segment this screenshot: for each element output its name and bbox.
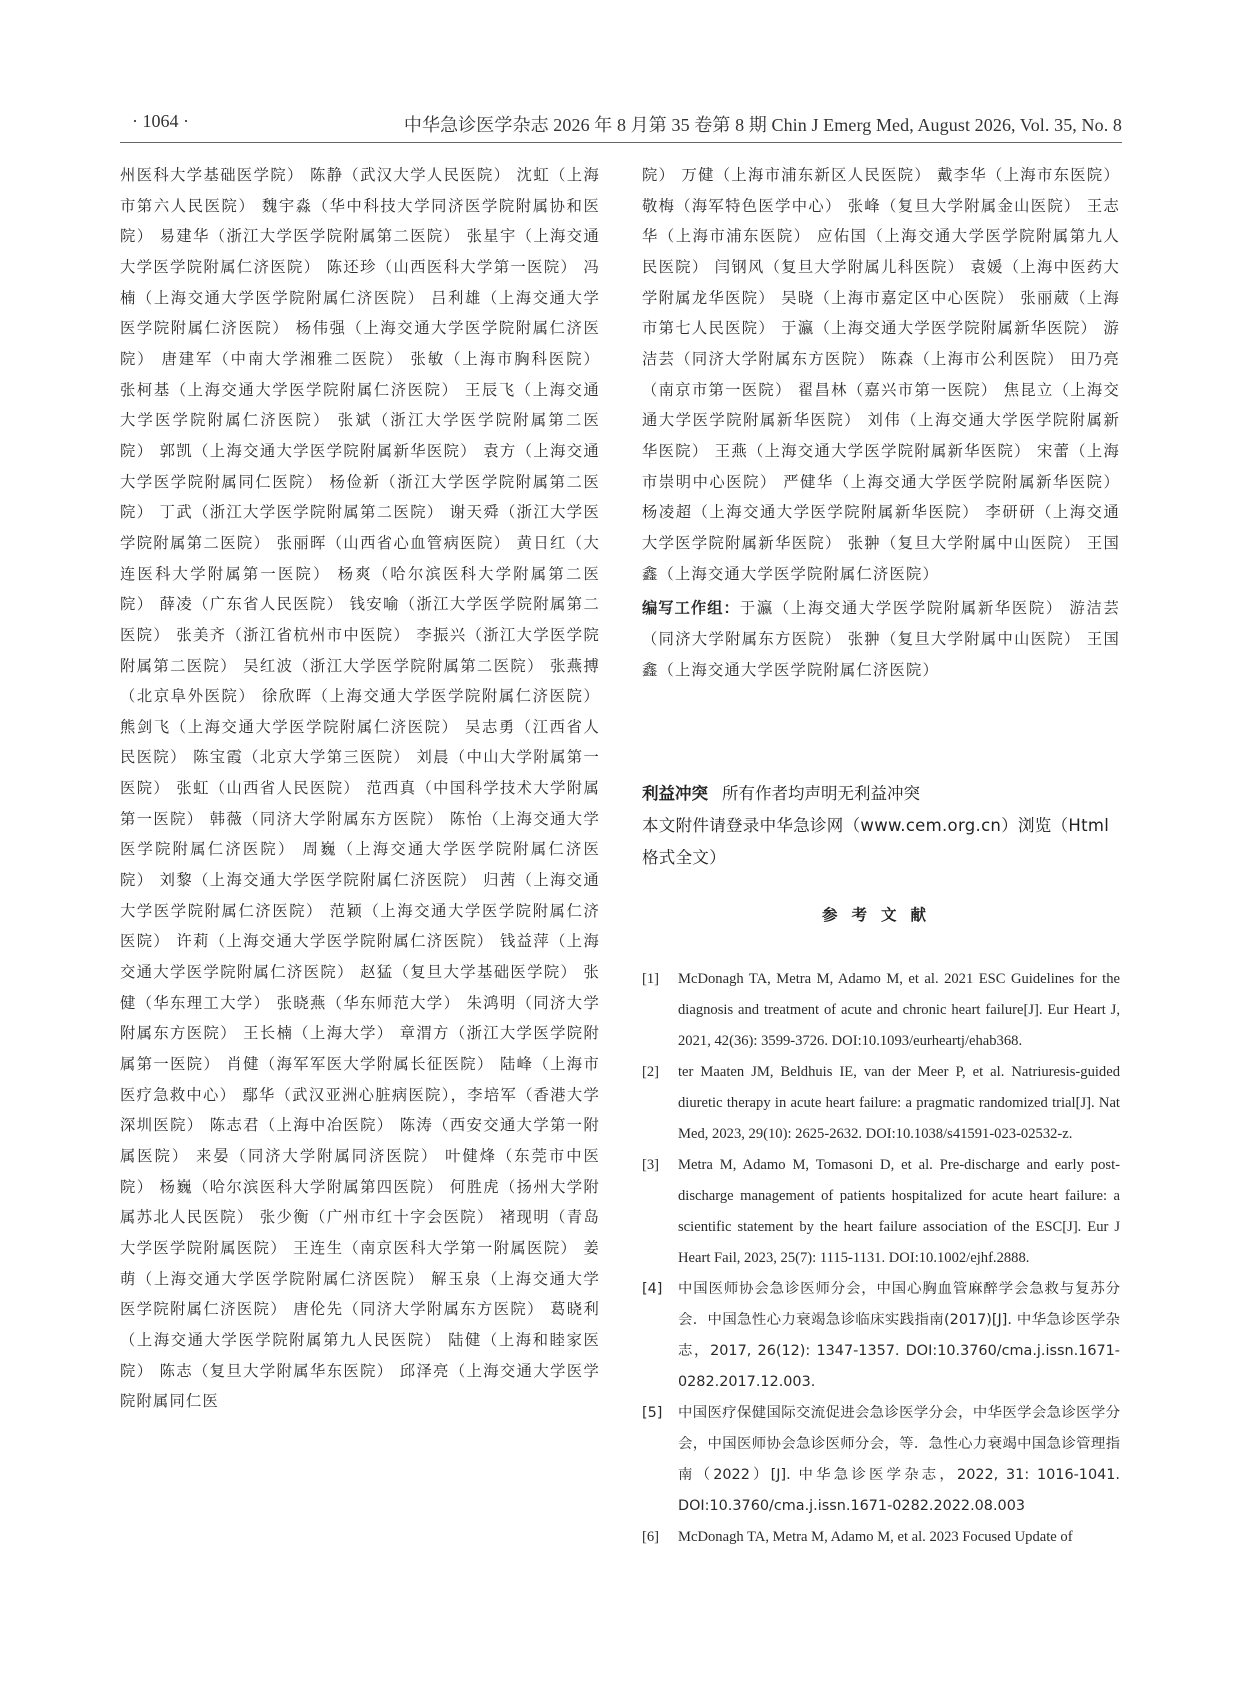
page-number: · 1064 ·	[132, 111, 189, 131]
reference-text: McDonagh TA, Metra M, Adamo M, et al. 2023 Focused Update of	[678, 1529, 1073, 1545]
reference-number: [4]	[642, 1281, 663, 1297]
reference-number: [2]	[642, 1064, 660, 1080]
reference-item	[642, 1274, 1120, 1398]
reference-text: 中国医疗保健国际交流促进会急诊医学分会，中华医学会急诊医学分会，中国医师协会急诊医师分会，等．急性心力衰竭中国急诊管理指南（2022）[J]. 中华急诊医学杂志，2022, 31: 1016-1041. DOI:10.3760/cma.j.issn.1671-0282.2022.08.003	[678, 1405, 1120, 1514]
reference-text: 中国医师协会急诊医师分会，中国心胸血管麻醉学会急救与复苏分会．中国急性心力衰竭急诊临床实践指南(2017)[J]. 中华急诊医学杂志，2017, 26(12): 1347-1357. DOI:10.3760/cma.j.issn.1671-0282.2017.12.003.	[678, 1281, 1120, 1390]
reference-item	[642, 1522, 1120, 1553]
conflict-of-interest-section	[642, 778, 1120, 874]
author-list-text-continued: 院） 万健（上海市浦东新区人民医院） 戴李华（上海市东医院） 敬梅（海军特色医学中心） 张峰（复旦大学附属金山医院） 王志华（上海市浦东医院） 应佑国（上海交通大学医学院附属第九人民医院） 闫钢风（复旦大学附属儿科医院） 袁媛（上海中医药大学附属龙华医院） 吴晓（上海市嘉定区中心医院） 张丽葳（上海市第七人民医院） 于瀛（上海交通大学医学院附属新华医院） 游洁芸（同济大学附属东方医院） 陈森（上海市公利医院） 田乃亮（南京市第一医院） 翟昌林（嘉兴市第一医院） 焦昆立（上海交通大学医学院附属新华医院） 刘伟（上海交通大学医学院附属新华医院） 王燕（上海交通大学医学院附属新华医院） 宋蕾（上海市崇明中心医院） 严健华（上海交通大学医学院附属新华医院） 杨凌超（上海交通大学医学院附属新华医院） 李研研（上海交通大学医学院附属新华医院） 张翀（复旦大学附属中山医院） 王国鑫（上海交通大学医学院附属仁济医院）	[642, 166, 1120, 583]
attachment-note: 本文附件请登录中华急诊网（www.cem.org.cn）浏览（Html格式全文）	[642, 816, 1110, 867]
author-list-right-column	[642, 160, 1120, 685]
reference-item	[642, 1057, 1120, 1150]
references-list	[642, 964, 1120, 1553]
reference-item	[642, 964, 1120, 1057]
running-header	[120, 108, 1122, 143]
author-list-left-column	[120, 160, 600, 1417]
reference-text: Metra M, Adamo M, Tomasoni D, et al. Pre-discharge and early post-discharge management of patients hospitalized for acute heart failure: a scientific statement by the heart failure association of the ESC[J]. Eur J Heart Fail, 2023, 25(7): 1115-1131. DOI:10.1002/ejhf.2888.	[678, 1157, 1120, 1266]
reference-number: [6]	[642, 1529, 660, 1545]
reference-text: McDonagh TA, Metra M, Adamo M, et al. 2021 ESC Guidelines for the diagnosis and treatment of acute and chronic heart failure[J]. Eur Heart J, 2021, 42(36): 3599-3726. DOI:10.1093/eurheartj/ehab368.	[678, 971, 1120, 1049]
author-list-text: 州医科大学基础医学院） 陈静（武汉大学人民医院） 沈虹（上海市第六人民医院） 魏宇淼（华中科技大学同济医学院附属协和医院） 易建华（浙江大学医学院附属第二医院） 张星宇（上海交通大学医学院附属仁济医院） 陈还珍（山西医科大学第一医院） 冯楠（上海交通大学医学院附属仁济医院） 吕利雄（上海交通大学医学院附属仁济医院） 杨伟强（上海交通大学医学院附属仁济医院） 唐建军（中南大学湘雅二医院） 张敏（上海市胸科医院） 张柯基（上海交通大学医学院附属仁济医院） 王辰飞（上海交通大学医学院附属仁济医院） 张斌（浙江大学医学院附属第二医院） 郭凯（上海交通大学医学院附属新华医院） 袁方（上海交通大学医学院附属同仁医院） 杨俭新（浙江大学医学院附属第二医院） 丁武（浙江大学医学院附属第二医院） 谢天舜（浙江大学医学院附属第二医院） 张丽晖（山西省心血管病医院） 黄日红（大连医科大学附属第一医院） 杨爽（哈尔滨医科大学附属第二医院） 薛凌（广东省人民医院） 钱安喻（浙江大学医学院附属第二医院） 张美齐（浙江省杭州市中医院） 李振兴（浙江大学医学院附属第二医院） 吴红波（浙江大学医学院附属第二医院） 张燕搏（北京阜外医院） 徐欣晖（上海交通大学医学院附属仁济医院） 熊剑飞（上海交通大学医学院附属仁济医院） 吴志勇（江西省人民医院） 陈宝霞（北京大学第三医院） 刘晨（中山大学附属第一医院） 张虹（山西省人民医院） 范西真（中国科学技术大学附属第一医院） 韩薇（同济大学附属东方医院） 陈怡（上海交通大学医学院附属仁济医院） 周巍（上海交通大学医学院附属仁济医院） 刘黎（上海交通大学医学院附属仁济医院） 归茜（上海交通大学医学院附属仁济医院） 范颖（上海交通大学医学院附属仁济医院） 许莉（上海交通大学医学院附属仁济医院） 钱益萍（上海交通大学医学院附属仁济医院） 赵猛（复旦大学基础医学院） 张健（华东理工大学） 张晓燕（华东师范大学） 朱鸿明（同济大学附属东方医院） 王长楠（上海大学） 章渭方（浙江大学医学院附属第一医院） 肖健（海军军医大学附属长征医院） 陆峰（上海市医疗急救中心） 鄢华（武汉亚洲心脏病医院），李培军（香港大学深圳医院） 陈志君（上海中冶医院） 陈涛（西安交通大学第一附属医院） 来晏（同济大学附属同济医院） 叶健烽（东莞市中医院） 杨巍（哈尔滨医科大学附属第四医院） 何胜虎（扬州大学附属苏北人民医院） 张少衡（广州市红十字会医院） 褚现明（青岛大学医学院附属医院） 王连生（南京医科大学第一附属医院） 姜萌（上海交通大学医学院附属仁济医院） 解玉泉（上海交通大学医学院附属仁济医院） 唐伦先（同济大学附属东方医院） 葛晓利（上海交通大学医学院附属第九人民医院） 陆健（上海和睦家医院） 陈志（复旦大学附属华东医院） 邱泽亮（上海交通大学医学院附属同仁医	[120, 166, 600, 1411]
writing-group-members: 于瀛（上海交通大学医学院附属新华医院） 游洁芸（同济大学附属东方医院） 张翀（复旦大学附属中山医院） 王国鑫（上海交通大学医学院附属仁济医院）	[642, 599, 1120, 679]
conflict-of-interest-text: 所有作者均声明无利益冲突	[722, 784, 920, 803]
reference-item	[642, 1398, 1120, 1522]
writing-group	[642, 593, 1120, 685]
conflict-of-interest-label: 利益冲突	[642, 784, 708, 803]
reference-number: [1]	[642, 971, 660, 987]
reference-text: ter Maaten JM, Beldhuis IE, van der Meer P, et al. Natriuresis-guided diuretic therapy in acute heart failure: a pragmatic randomized trial[J]. Nat Med, 2023, 29(10): 2625-2632. DOI:10.1038/s41591-023-02532-z.	[678, 1064, 1120, 1142]
references-heading: 参考文献	[821, 906, 940, 924]
journal-citation-line: 中华急诊医学杂志 2026 年 8 月第 35 卷第 8 期 Chin J Emerg Med, August 2026, Vol. 35, No. 8	[403, 115, 1122, 135]
reference-item	[642, 1150, 1120, 1274]
conflict-of-interest-statement	[642, 778, 1120, 810]
reference-number: [5]	[642, 1405, 663, 1421]
writing-group-label: 编写工作组：	[642, 599, 740, 618]
reference-number: [3]	[642, 1157, 660, 1173]
